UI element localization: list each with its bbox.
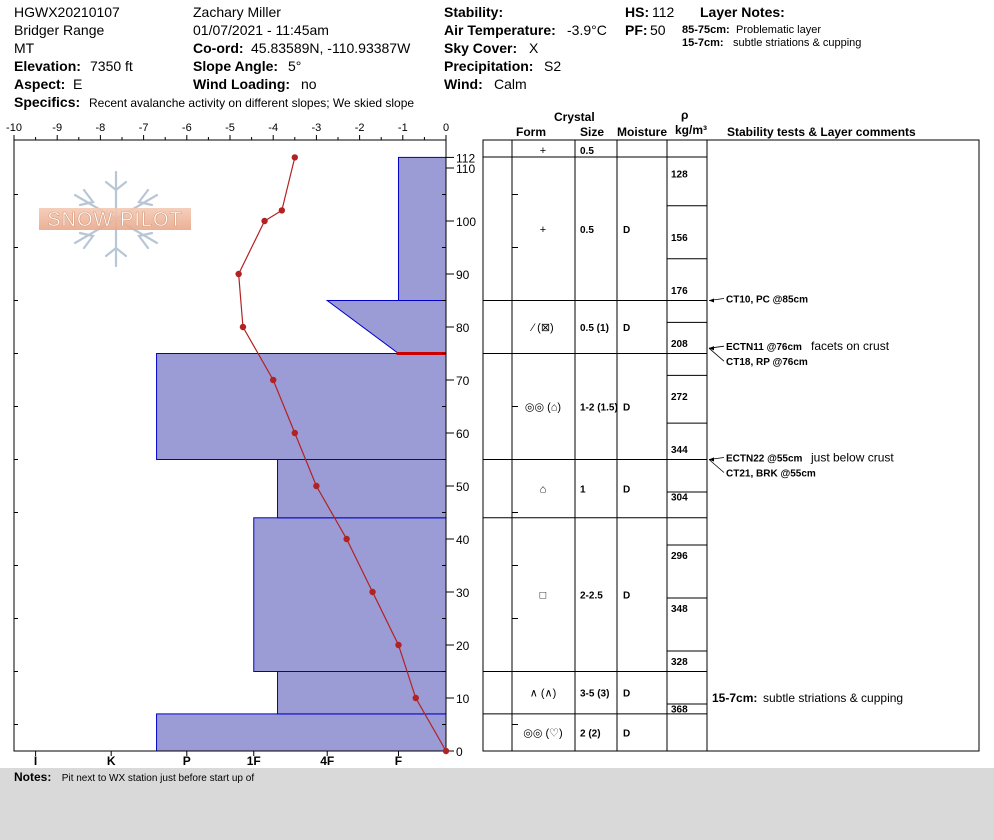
grain-form: □ (539, 589, 547, 602)
grain-form: ⁄ (⊠) (532, 322, 554, 334)
temperature-point (261, 218, 267, 224)
observer: Zachary Miller (193, 4, 281, 20)
stability-test-arrow (709, 299, 714, 303)
density-value: 128 (671, 169, 688, 181)
depth-tick-label: 20 (456, 639, 470, 653)
temperature-tick-label: -3 (311, 122, 322, 134)
stability-test-label: ECTN11 @76cm (726, 342, 802, 354)
temperature-tick-label: -9 (52, 122, 63, 134)
temperature-point (279, 207, 285, 213)
grain-form: ◎◎ (⌂) (524, 401, 562, 414)
stability-test-label: CT21, BRK @55cm (726, 468, 816, 480)
density-symbol: ρ (681, 108, 689, 122)
density-unit: kg/m³ (675, 123, 708, 137)
specifics-label: Specifics: (14, 94, 81, 110)
grain-size: 0.5 (580, 225, 594, 236)
moisture: D (623, 484, 631, 496)
depth-tick-label: 50 (456, 480, 470, 494)
temperature-tick-label: 0 (442, 122, 450, 134)
density-value: 272 (671, 391, 688, 403)
stability-test-label: ECTN22 @55cm (726, 453, 803, 465)
temperature-point (369, 589, 375, 595)
elevation-label: Elevation: (14, 58, 81, 74)
moisture: D (623, 688, 631, 700)
slope-value: 5° (288, 58, 302, 74)
sky-cover-label: Sky Cover: (444, 40, 518, 56)
hardness-bar (398, 157, 446, 300)
temperature-point (240, 324, 246, 330)
depth-tick-label: 40 (456, 533, 470, 547)
aspect-value: E (73, 76, 83, 92)
stability-test-comment: facets on crust (811, 339, 890, 354)
grain-size: 1-2 (1.5) (580, 402, 618, 414)
pf-label: PF: (625, 22, 648, 38)
grain-form: ⌂ (539, 483, 547, 496)
crystal-header: Crystal (554, 110, 595, 124)
hardness-tick-label: 1F (246, 754, 261, 768)
sky-cover-value: X (529, 40, 539, 56)
temperature-point (313, 483, 319, 489)
coord-value: 45.83589N, -110.93387W (251, 40, 411, 56)
density-value: 296 (671, 550, 688, 562)
location: Bridger Range (14, 22, 105, 38)
density-value: 304 (671, 492, 688, 504)
state: MT (14, 40, 35, 56)
grain-form: ∧ (∧) (529, 687, 557, 700)
hardness-tick-label: K (106, 754, 116, 768)
density-value: 156 (671, 232, 688, 244)
hardness-tick-label: 4F (320, 754, 335, 768)
moisture: D (623, 323, 631, 334)
grain-size: 2 (2) (580, 728, 601, 740)
comments-header: Stability tests & Layer comments (727, 125, 916, 139)
temperature-tick-label: -5 (225, 122, 235, 134)
temperature-tick-label: -8 (95, 122, 106, 134)
notes-label: Notes: (14, 770, 52, 784)
wind-loading-label: Wind Loading: (193, 76, 291, 92)
coord-label: Co-ord: (193, 40, 244, 56)
depth-tick-label: 10 (456, 692, 470, 706)
table-frame (483, 140, 979, 751)
wind-value: Calm (494, 76, 527, 92)
grain-size: 1 (580, 484, 586, 496)
hs-value: 112 (652, 4, 675, 20)
grain-size: 2-2.5 (580, 590, 603, 602)
layer-note-text: subtle striations & cupping (733, 37, 862, 49)
specifics-value: Recent avalanche activity on different slopes; We skied slope (89, 96, 415, 110)
depth-tick-label: 110 (456, 162, 476, 176)
layer-note-text: Problematic layer (736, 24, 821, 36)
datetime: 01/07/2021 - 11:45am (193, 22, 329, 38)
layer-note-range: 85-75cm: (682, 24, 730, 36)
hardness-bar (157, 354, 446, 460)
temperature-tick-label: -2 (354, 122, 365, 134)
logo-text: SNOW PILOT (47, 209, 183, 231)
grain-size: 0.5 (580, 146, 594, 157)
grain-form: ◎◎ (♡) (523, 727, 563, 740)
temperature-tick-label: -10 (6, 122, 22, 134)
temperature-point (413, 695, 419, 701)
depth-tick-label: 0 (456, 745, 463, 759)
density-value: 344 (671, 444, 688, 456)
moisture: D (623, 728, 631, 740)
grain-size: 3-5 (3) (580, 688, 610, 700)
wind-label: Wind: (444, 76, 483, 92)
depth-tick-label: 100 (456, 215, 477, 229)
grain-form: + (539, 145, 547, 157)
hardness-tick-label: F (394, 754, 403, 768)
form-header: Form (516, 125, 546, 139)
hardness-bar (327, 301, 446, 354)
layer-note-range: 15-7cm: (682, 37, 724, 49)
density-value: 348 (671, 603, 688, 615)
layer-comment-text: subtle striations & cupping (763, 691, 904, 705)
density-value: 176 (671, 285, 688, 297)
temperature-tick-label: -4 (268, 122, 279, 134)
density-value: 368 (671, 704, 688, 716)
depth-tick-label: 30 (456, 586, 470, 600)
hs-label: HS: (625, 4, 650, 20)
stability-test-arrow (709, 458, 714, 462)
depth-tick-label: 60 (456, 427, 470, 441)
moisture: D (623, 402, 631, 414)
temperature-tick-label: -6 (181, 122, 192, 134)
pf-value: 50 (650, 22, 666, 38)
air-temp-value: -3.9°C (567, 22, 607, 38)
temperature-point (292, 154, 298, 160)
stability-test-leader (709, 348, 724, 361)
temperature-point (395, 642, 401, 648)
temperature-point (235, 271, 241, 277)
precipitation-value: S2 (544, 58, 562, 74)
grain-size: 0.5 (1) (580, 323, 609, 334)
snowpilot-logo (39, 172, 191, 266)
grain-form: + (539, 224, 547, 236)
precipitation-label: Precipitation: (444, 58, 534, 74)
temperature-tick-label: -7 (138, 122, 149, 134)
hardness-bar (254, 518, 446, 672)
layer-comment-range: 15-7cm: (712, 691, 758, 705)
depth-tick-label: 80 (456, 321, 470, 335)
depth-tick-label: 112 (456, 151, 476, 166)
wind-loading-value: no (301, 76, 317, 92)
stability-label: Stability: (444, 4, 504, 20)
temperature-point (343, 536, 349, 542)
depth-tick-label: 90 (456, 268, 470, 282)
density-value: 208 (671, 338, 688, 350)
stability-test-label: CT18, RP @76cm (726, 357, 808, 369)
temperature-point (270, 377, 276, 383)
moisture: D (623, 590, 631, 602)
depth-tick-label: 70 (456, 374, 470, 388)
density-value: 328 (671, 656, 688, 668)
moisture: D (623, 225, 631, 236)
layer-notes-label: Layer Notes: (700, 4, 785, 20)
hardness-tick-label: I (33, 754, 38, 768)
pit-id: HGWX20210107 (14, 4, 120, 20)
hardness-bar (278, 460, 446, 518)
hardness-tick-label: P (182, 754, 191, 768)
aspect-label: Aspect: (14, 76, 66, 92)
stability-test-leader (709, 460, 724, 473)
stability-test-comment: just below crust (811, 450, 894, 465)
elevation-value: 7350 ft (90, 58, 133, 74)
stability-test-label: CT10, PC @85cm (726, 294, 809, 306)
temperature-point (443, 748, 449, 754)
temperature-point (292, 430, 298, 436)
temperature-tick-label: -1 (397, 122, 408, 134)
air-temp-label: Air Temperature: (444, 22, 556, 38)
notes-line (14, 768, 255, 784)
stability-test-arrow (709, 346, 714, 350)
size-header: Size (580, 125, 605, 139)
moisture-header: Moisture (617, 125, 668, 139)
hardness-bar (157, 714, 446, 751)
notes-value: Pit next to WX station just before start up of (61, 773, 255, 784)
slope-label: Slope Angle: (193, 58, 279, 74)
